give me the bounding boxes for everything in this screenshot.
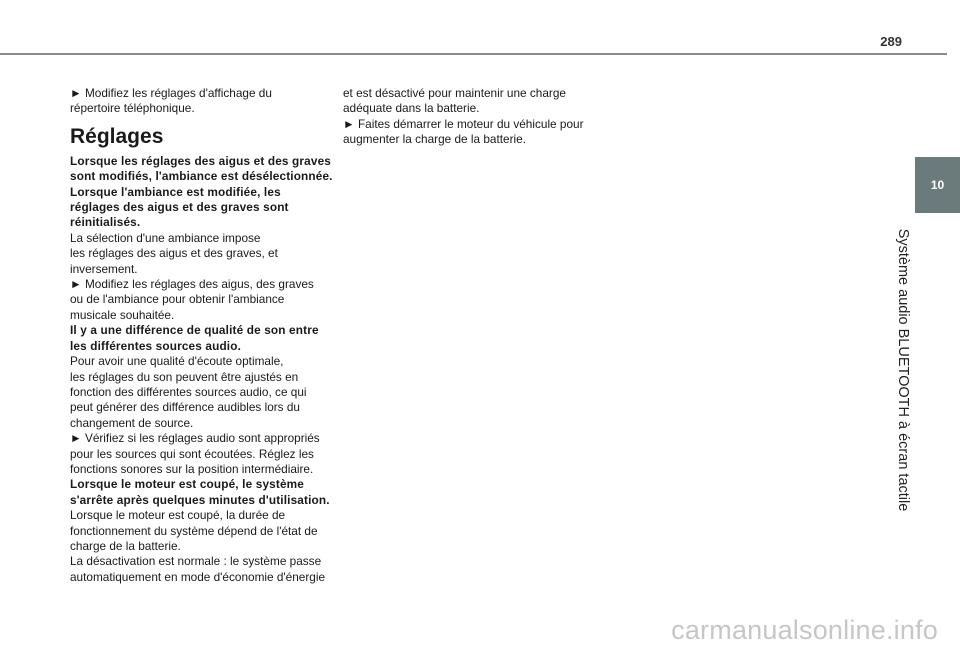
text-line: charge de la batterie.: [70, 538, 181, 553]
bold-text-line: réinitialisés.: [70, 215, 141, 230]
bold-text-line: Lorsque l'ambiance est modifiée, les: [70, 184, 281, 199]
intro-line: ► Modifiez les réglages d'affichage du: [70, 86, 272, 100]
text-line: inversement.: [70, 261, 138, 276]
intro-line: répertoire téléphonique.: [70, 101, 195, 116]
text-line: automatiquement en mode d'économie d'énergie: [70, 569, 326, 584]
text-line: La désactivation est normale : le système passe: [70, 554, 322, 569]
text-line: peut générer des différence audibles lors du: [70, 400, 300, 415]
header-divider: [0, 53, 947, 55]
chapter-tab: [915, 157, 960, 213]
watermark: carmanualsonline.info: [671, 615, 938, 645]
text-line: ► Faites démarrer le moteur du véhicule pour: [343, 116, 584, 131]
bold-text-line: réglages des aigus et des graves sont: [70, 200, 289, 215]
text-line: La sélection d'une ambiance impose: [70, 230, 261, 245]
text-line: fonctionnement du système dépend de l'état de: [70, 523, 318, 538]
chapter-title: Système audio BLUETOOTH à écran tactile: [895, 228, 911, 512]
text-line: Lorsque le moteur est coupé, la durée de: [70, 508, 286, 523]
right-column-body: [343, 86, 613, 148]
bold-text-line: Lorsque le moteur est coupé, le système: [70, 477, 304, 492]
text-line: fonction des différentes sources audio, ce qui: [70, 384, 307, 399]
text-line: ou de l'ambiance pour obtenir l'ambiance: [70, 292, 285, 307]
bold-text-line: Il y a une différence de qualité de son entre: [70, 323, 319, 338]
text-line: Pour avoir une qualité d'écoute optimale,: [70, 354, 284, 369]
bold-text-line: les différentes sources audio.: [70, 338, 242, 353]
text-line: les réglages des aigus et des graves, et: [70, 246, 278, 261]
text-line: les réglages du son peuvent être ajustés en: [70, 369, 299, 384]
text-line: adéquate dans la batterie.: [343, 101, 480, 116]
right-column: [343, 86, 613, 148]
text-line: et est désactivé pour maintenir une charge: [343, 86, 566, 100]
text-line: ► Modifiez les réglages des aigus, des graves: [70, 277, 314, 292]
text-line: augmenter la charge de la batterie.: [343, 132, 526, 147]
bold-text-line: s'arrête après quelques minutes d'utilisation.: [70, 492, 330, 507]
page-number: 289: [880, 34, 902, 49]
text-line: ► Vérifiez si les réglages audio sont appropriés: [70, 431, 320, 446]
text-line: fonctions sonores sur la position intermédiaire.: [70, 461, 314, 476]
section-body: [70, 154, 360, 585]
text-line: musicale souhaitée.: [70, 307, 175, 322]
chapter-number: 10: [930, 178, 945, 192]
section-heading: Réglages: [70, 124, 164, 148]
text-line: changement de source.: [70, 415, 194, 430]
left-column: [70, 86, 360, 585]
bold-text-line: sont modifiés, l'ambiance est désélectionnée.: [70, 169, 333, 184]
bold-text-line: Lorsque les réglages des aigus et des graves: [70, 153, 331, 168]
text-line: pour les sources qui sont écoutées. Réglez les: [70, 446, 314, 461]
